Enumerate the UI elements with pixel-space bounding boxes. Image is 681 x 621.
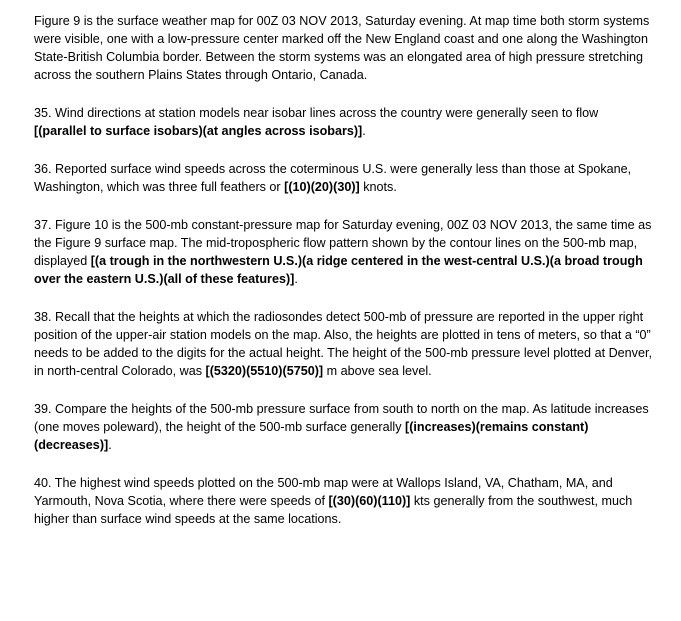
question-number: 38. <box>34 310 52 324</box>
answer-options: [(30)(60)(110)] <box>328 494 411 508</box>
question-text: Wind directions at station models near isobar lines across the country were generally seen to flow <box>55 106 599 120</box>
question-text: Recall that the heights at which the radiosondes detect 500-mb of pressure are reported in the upper right position of the upper-air station models on the map. Also, the heights are plotted in tens of meters, so that a “0” needs to be added to the digits for the actual height. The height of the 500-mb pressure level plotted at Denver, in north-central Colorado, was <box>34 310 652 378</box>
question-38 <box>34 308 652 380</box>
question-number: 36. <box>34 162 52 176</box>
question-text: Reported surface wind speeds across the coterminous U.S. were generally less than those at Spokane, Washington, which was three full feathers or <box>34 162 632 194</box>
question-40 <box>34 474 652 528</box>
question-text-end: . <box>294 272 298 286</box>
question-text-end: . <box>362 124 366 138</box>
question-text: The highest wind speeds plotted on the 500-mb map were at Wallops Island, VA, Chatham, MA, and Yarmouth, Nova Scotia, where there were speeds of <box>34 476 613 508</box>
question-text-end: knots. <box>359 180 397 194</box>
question-number: 35. <box>34 106 52 120</box>
question-text-end: . <box>108 438 112 452</box>
question-number: 40. <box>34 476 52 490</box>
question-text: Compare the heights of the 500-mb pressure surface from south to north on the map. As latitude increases (one moves poleward), the height of the 500-mb surface generally <box>34 402 649 434</box>
answer-options: [(parallel to surface isobars)(at angles across isobars)] <box>34 124 363 138</box>
answer-options: [(5320)(5510)(5750)] <box>205 364 324 378</box>
question-number: 39. <box>34 402 52 416</box>
intro-paragraph: Figure 9 is the surface weather map for 00Z 03 NOV 2013, Saturday evening. At map time both storm systems were visible, one with a low-pressure center marked off the New England coast and one along the Washington State-British Columbia border. Between the storm systems was an elongated area of high pressure stretching across the southern Plains States through Ontario, Canada. <box>34 14 650 82</box>
document-page <box>34 12 652 548</box>
question-text-end: kts generally from the southwest, much higher than surface wind speeds at the same locations. <box>34 494 633 526</box>
question-35 <box>34 104 652 140</box>
answer-options: [(increases)(remains constant)(decreases)] <box>34 420 589 452</box>
answer-options: [(10)(20)(30)] <box>284 180 360 194</box>
question-36 <box>34 160 652 196</box>
answer-options: [(a trough in the northwestern U.S.)(a ridge centered in the west-central U.S.)(a broad trough over the eastern U.S.)(all of these features)] <box>34 254 643 286</box>
question-text: Figure 10 is the 500-mb constant-pressure map for Saturday evening, 00Z 03 NOV 2013, the same time as the Figure 9 surface map. The mid-tropospheric flow pattern shown by the contour lines on the 500-mb map, displayed <box>34 218 652 268</box>
question-37 <box>34 216 652 288</box>
question-number: 37. <box>34 218 52 232</box>
question-text-end: m above sea level. <box>323 364 432 378</box>
question-39 <box>34 400 652 454</box>
